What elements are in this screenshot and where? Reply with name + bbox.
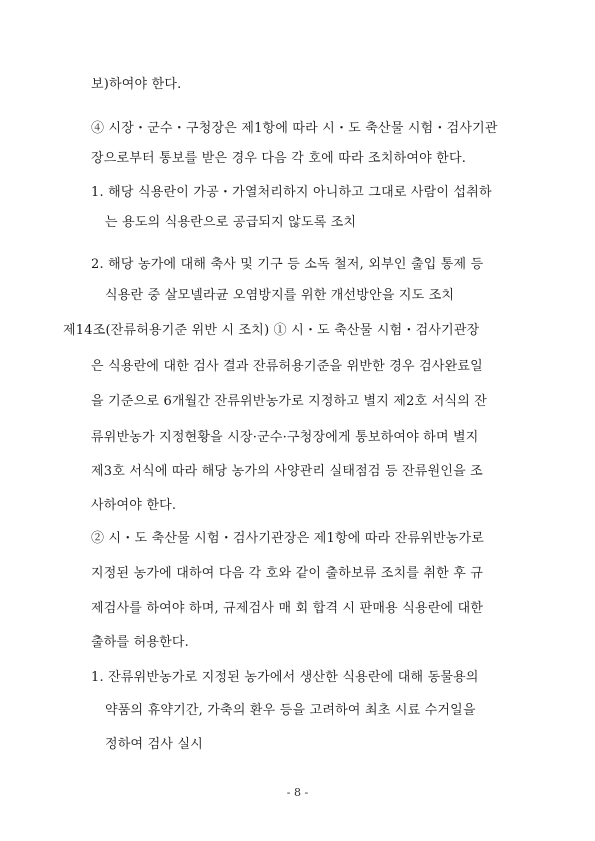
text-line: 지정된 농가에 대하여 다음 각 호와 같이 출하보류 조치를 취한 후 규 <box>91 566 484 581</box>
text-line: 을 기준으로 6개월간 잔류위반농가로 지정하고 별지 제2호 서식의 잔 <box>91 394 488 409</box>
text-line: 1. 잔류위반농가로 지정된 농가에서 생산한 식용란에 대해 동물용의 <box>91 670 479 685</box>
text-line: 보)하여야 한다. <box>91 77 182 92</box>
page-number: - 8 - <box>286 786 309 799</box>
text-line: 제3호 서식에 따라 해당 농가의 사양관리 실태점검 등 잔류원인을 조 <box>91 464 483 479</box>
text-line: 2. 해당 농가에 대해 축사 및 기구 등 소독 철저, 외부인 출입 통제 등 <box>91 257 484 272</box>
text-line: 정하여 검사 실시 <box>105 737 203 752</box>
text-line: 장으로부터 통보를 받은 경우 다음 각 호에 따라 조치하여야 한다. <box>91 151 467 166</box>
text-line: 약품의 휴약기간, 가축의 환우 등을 고려하여 최초 시료 수거일을 <box>105 703 476 718</box>
text-line: ④ 시장・군수・구청장은 제1항에 따라 시・도 축산물 시험・검사기관 <box>91 121 498 136</box>
text-line: 는 용도의 식용란으로 공급되지 않도록 조치 <box>105 215 357 230</box>
article-heading-line: 제14조(잔류허용기준 위반 시 조치) ① 시・도 축산물 시험・검사기관장 <box>63 323 480 338</box>
text-line: 식용란 중 살모넬라균 오염방지를 위한 개선방안을 지도 조치 <box>105 288 455 303</box>
text-line: 은 식용란에 대한 검사 결과 잔류허용기준을 위반한 경우 검사완료일 <box>91 359 483 374</box>
text-line: 사하여야 한다. <box>91 498 177 513</box>
text-line: 제검사를 하여야 하며, 규제검사 매 회 합격 시 판매용 식용란에 대한 <box>91 601 484 616</box>
text-line: ② 시・도 축산물 시험・검사기관장은 제1항에 따라 잔류위반농가로 <box>91 531 485 546</box>
text-line: 출하를 허용한다. <box>91 635 189 650</box>
text-line: 1. 해당 식용란이 가공・가열처리하지 아니하고 그대로 사람이 섭취하 <box>91 185 492 200</box>
text-line: 류위반농가 지정현황을 시장·군수·구청장에게 통보하여야 하며 별지 <box>91 430 479 445</box>
